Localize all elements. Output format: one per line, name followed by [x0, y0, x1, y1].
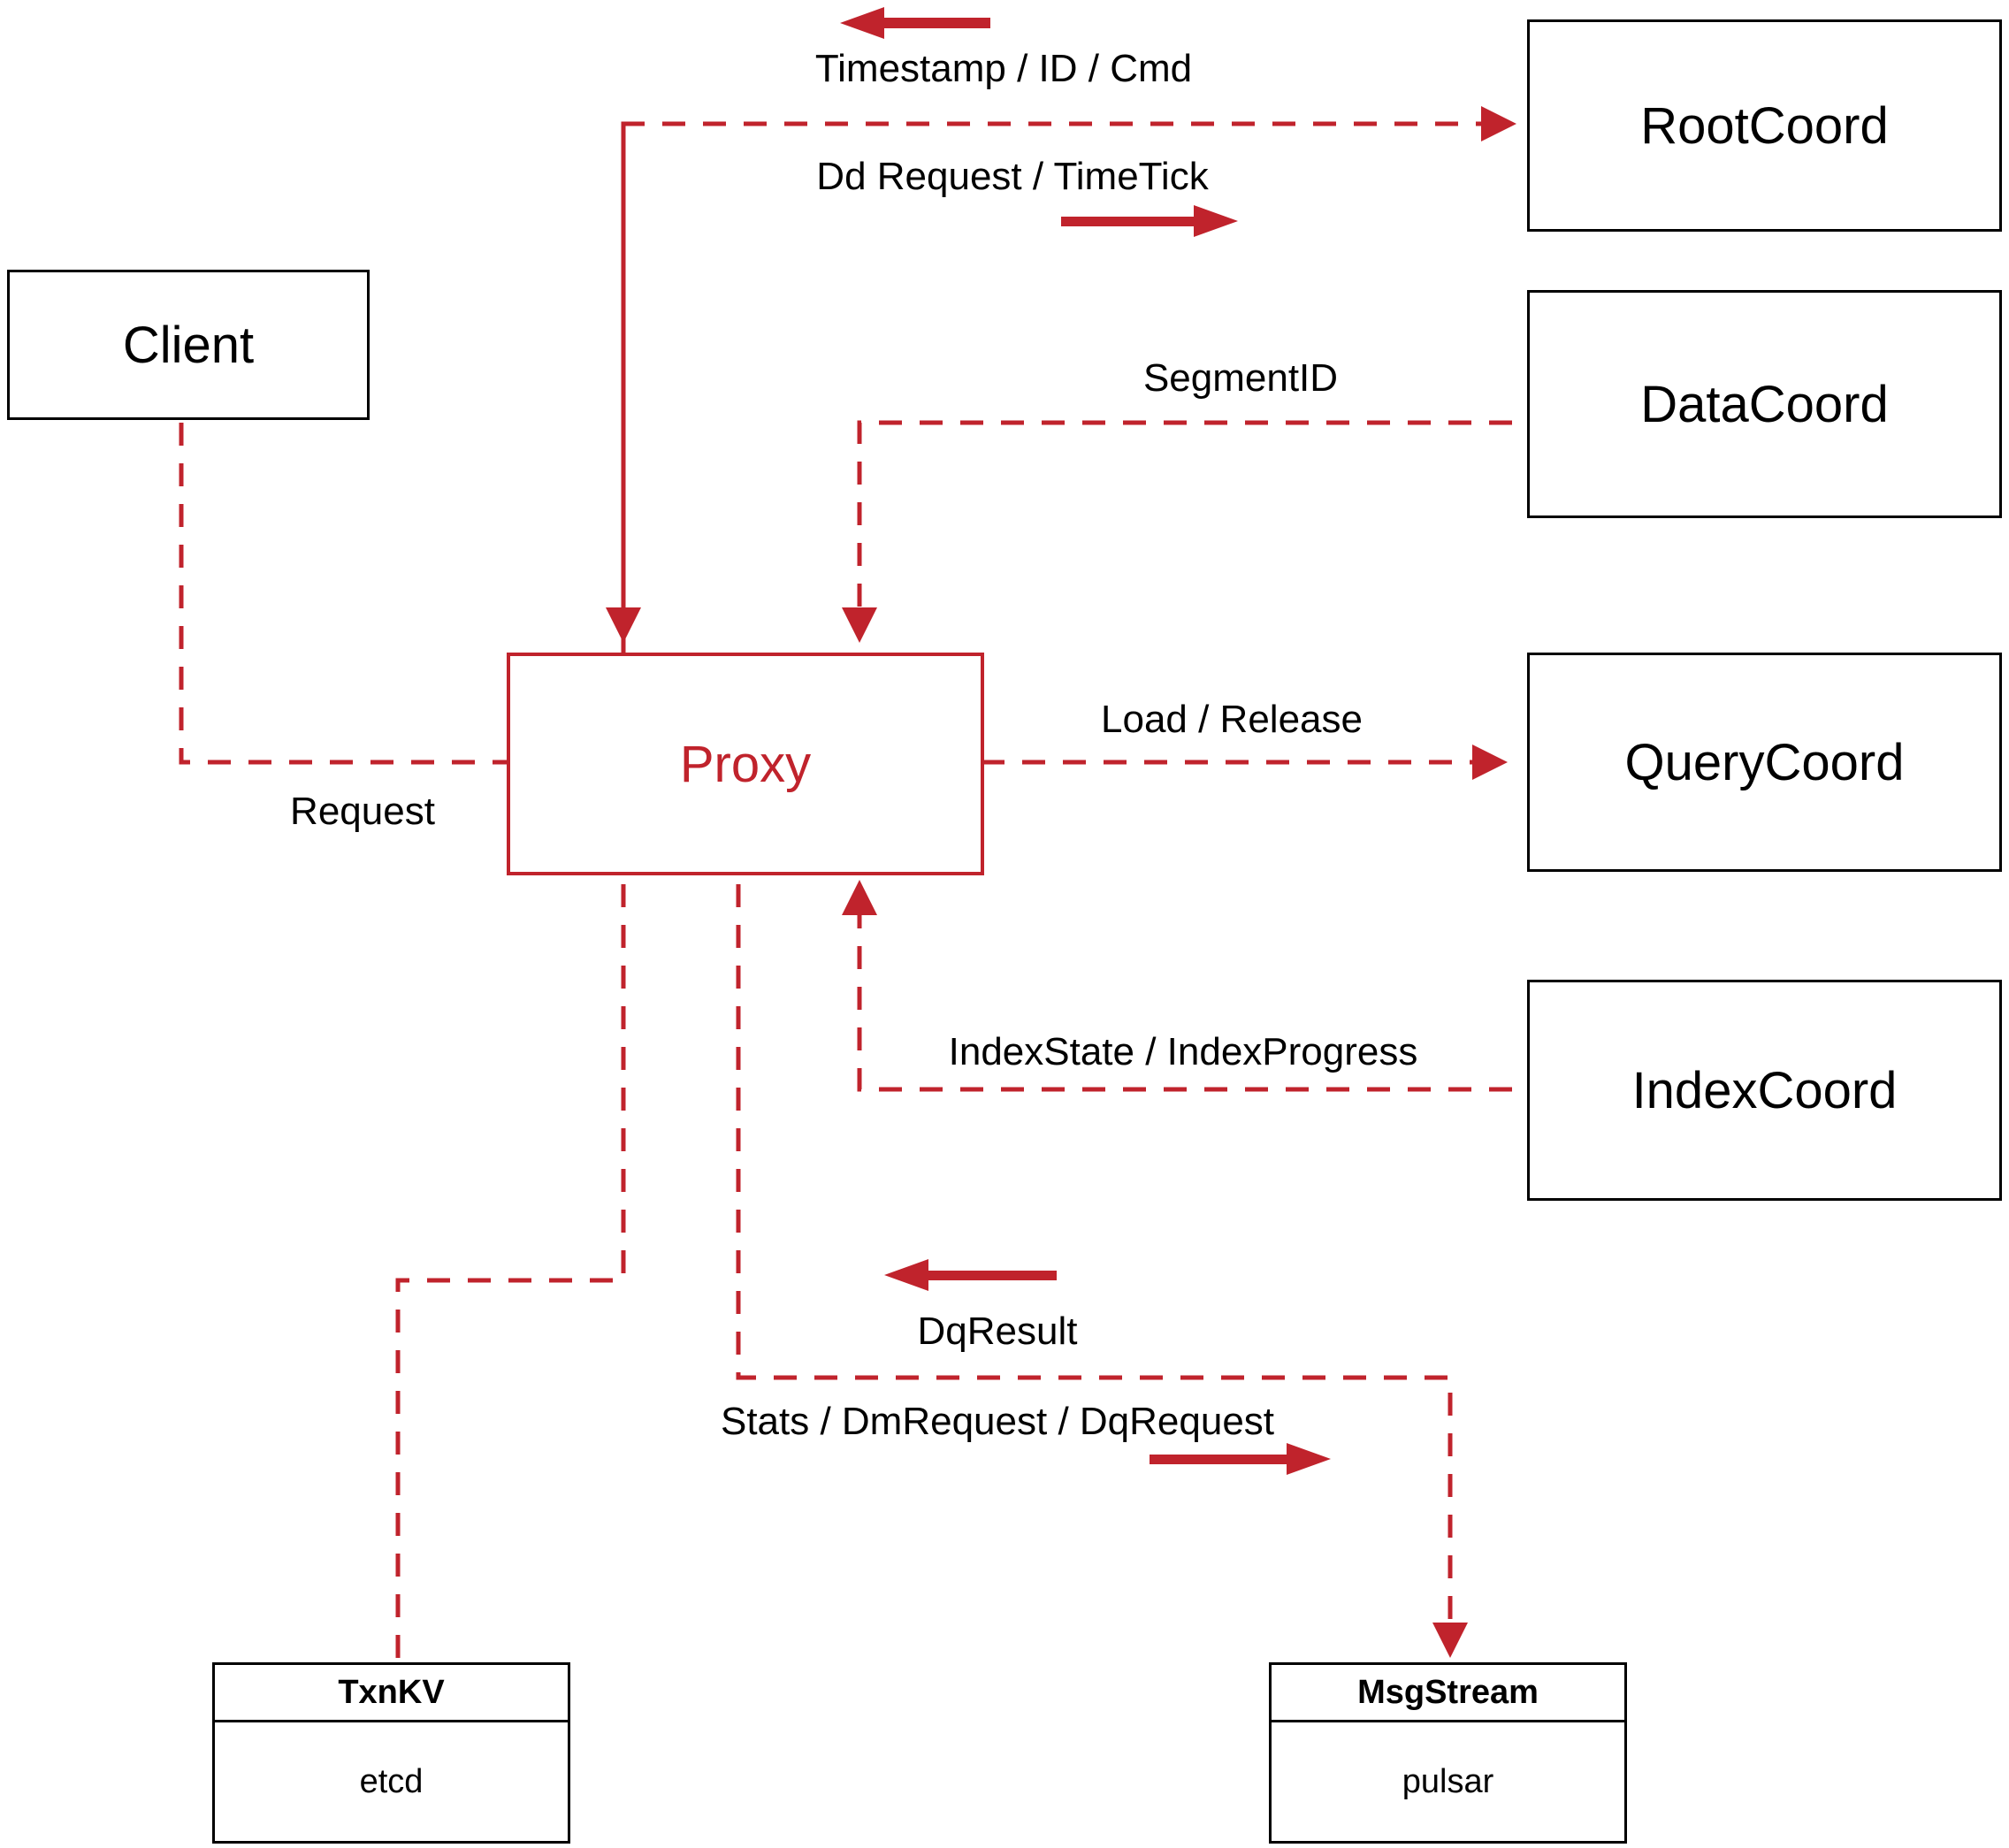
edge-label-segmentid: SegmentID: [1142, 356, 1339, 400]
node-client-label: Client: [122, 316, 255, 374]
store-msgstream-body: pulsar: [1402, 1762, 1494, 1800]
edge-label-indexstate-indexprogress: IndexState / IndexProgress: [948, 1030, 1418, 1073]
edge-label-dd-request-timetick: Dd Request / TimeTick: [816, 155, 1209, 198]
node-indexcoord-label: IndexCoord: [1631, 1061, 1898, 1119]
node-rootcoord-label: RootCoord: [1640, 96, 1889, 155]
edge-label-request: Request: [290, 790, 435, 833]
node-querycoord-label: QueryCoord: [1624, 733, 1905, 791]
node-rootcoord[interactable]: [1527, 19, 2002, 232]
node-indexcoord[interactable]: [1527, 980, 2002, 1201]
store-txnkv[interactable]: [212, 1662, 570, 1844]
node-datacoord-label: DataCoord: [1640, 375, 1889, 433]
edge-label-dqresult: DqResult: [917, 1310, 1078, 1353]
store-msgstream-title: MsgStream: [1272, 1665, 1624, 1722]
store-txnkv-title: TxnKV: [215, 1665, 568, 1722]
edge-label-stats-dmrequest-dqrequest: Stats / DmRequest / DqRequest: [720, 1400, 1275, 1443]
store-msgstream[interactable]: [1269, 1662, 1627, 1844]
edge-label-timestamp-id-cmd: Timestamp / ID / Cmd: [814, 47, 1193, 90]
edge-label-load-release: Load / Release: [1101, 698, 1363, 741]
node-proxy[interactable]: [507, 653, 984, 875]
node-querycoord[interactable]: [1527, 653, 2002, 872]
node-datacoord[interactable]: [1527, 290, 2002, 518]
store-txnkv-body: etcd: [359, 1762, 424, 1800]
node-proxy-label: Proxy: [679, 735, 812, 793]
node-client[interactable]: [7, 270, 370, 420]
